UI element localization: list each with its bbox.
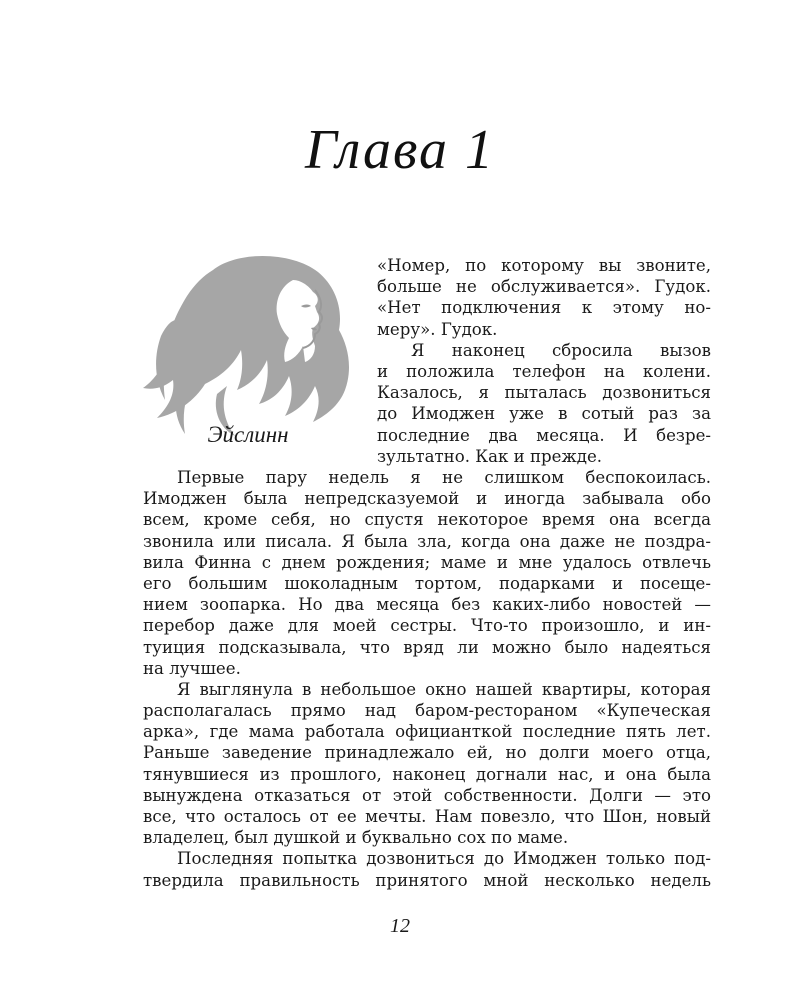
intro-line: Я наконец сбросила вызов xyxy=(411,340,711,360)
body-paragraphs xyxy=(143,467,711,891)
body-line: всем, кроме себя, но спустя некоторое время она всегда xyxy=(143,510,711,530)
intro-line: «Номер, по которому вы звоните, xyxy=(377,256,711,275)
body-line: на лучшее. xyxy=(143,658,241,678)
body-line: твердила правильность принятого мной несколько недель xyxy=(143,870,711,890)
chapter-title: Глава 1 xyxy=(305,119,495,181)
body-line: владелец, был душкой и буквально сох по маме. xyxy=(143,828,569,848)
body-line: перебор даже для моей сестры. Что-то произошло, и ин- xyxy=(143,616,711,636)
intro-line: «Нет подключения к этому но- xyxy=(377,298,711,318)
intro-paragraphs xyxy=(377,255,711,467)
body-line: располагалась прямо над баром-рестораном «Купеческая xyxy=(143,701,711,721)
body-line: тянувшиеся из прошлого, наконец догнали нас, и она была xyxy=(143,764,711,784)
intro-line: больше не обслуживается». Гудок. xyxy=(377,277,711,297)
body-line: вынуждена отказаться от этой собственности. Долги — это xyxy=(143,785,711,805)
body-line: Первые пару недель я не слишком беспокоилась. xyxy=(177,468,711,487)
intro-line: Казалось, я пыталась дозвониться xyxy=(377,383,711,403)
body-line: Имоджен была непредсказуемой и иногда забывала обо xyxy=(143,489,711,509)
body-line: его большим шоколадным тортом, подарками и посеще- xyxy=(143,573,711,593)
woman-profile-icon xyxy=(143,250,365,450)
body-line: вила Финна с днем рождения; маме и мне удалось отвлечь xyxy=(143,552,711,572)
body-line: Последняя попытка дозвониться до Имоджен только под- xyxy=(177,849,711,869)
intro-line: зультатно. Как и прежде. xyxy=(377,446,603,466)
body-line: нием зоопарка. Но два месяца без каких-либо новостей — xyxy=(143,595,711,615)
body-line: Я выглянула в небольшое окно нашей квартиры, которая xyxy=(177,679,711,699)
body-line: арка», где мама работала официанткой последние пять лет. xyxy=(143,722,711,742)
intro-line: и положила телефон на колени. xyxy=(377,361,711,381)
portrait-caption: Эйслинн xyxy=(207,422,289,447)
body-line: звонила или писала. Я была зла, когда она даже не поздра- xyxy=(143,531,711,551)
intro-line: меру». Гудок. xyxy=(377,319,498,339)
body-line: Раньше заведение принадлежало ей, но долги моего отца, xyxy=(143,743,711,763)
body-line: все, что осталось от ее мечты. Нам повезло, что Шон, новый xyxy=(143,807,711,826)
page-number: 12 xyxy=(390,915,410,937)
intro-line: до Имоджен уже в сотый раз за xyxy=(377,404,711,424)
intro-line: последние два месяца. И безре- xyxy=(377,425,711,445)
body-line: туиция подсказывала, что вряд ли можно было надеяться xyxy=(143,637,711,657)
